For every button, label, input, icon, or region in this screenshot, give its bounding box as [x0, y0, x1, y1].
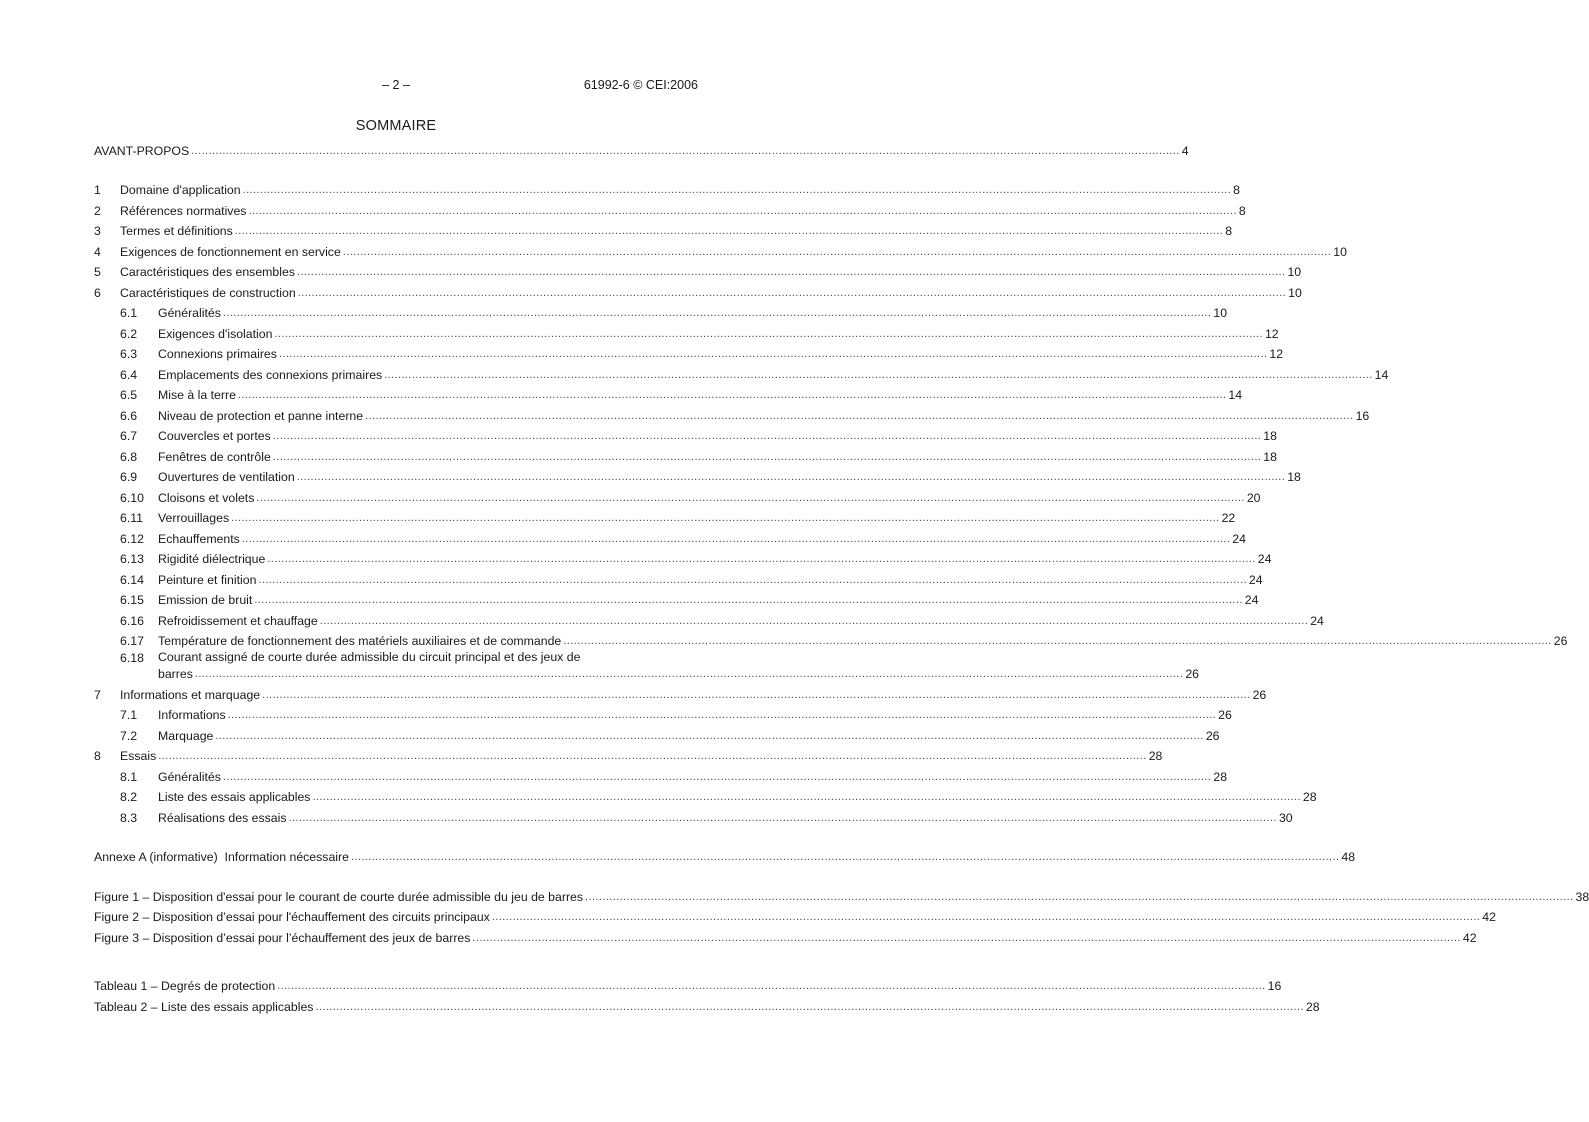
toc-label: Informations et marquage [120, 687, 261, 702]
dot-leader [215, 728, 1203, 745]
toc-number: 8.2 [120, 790, 138, 804]
toc-page: 18 [1263, 429, 1277, 443]
toc-label: Température de fonctionnement des matériels auxiliaires et de commande [158, 634, 562, 648]
toc-label: Réalisations des essais [158, 810, 287, 825]
toc-page: 42 [1462, 930, 1477, 945]
toc-label: Niveau de protection et panne interne [158, 408, 364, 423]
dot-leader [273, 428, 1261, 445]
toc-entry-7-1[interactable] [94, 704, 1232, 725]
toc-entry-6-11[interactable] [94, 507, 1236, 528]
toc-label: Liste des essais applicables [158, 790, 311, 804]
toc-page: 38 [1575, 889, 1589, 904]
toc-label: AVANT-PROPOS [94, 143, 190, 158]
toc-label: Annexe A (informative) Information nécessaire [94, 850, 349, 864]
toc-entry-6-17[interactable] [94, 630, 1568, 651]
toc-number: 6.7 [120, 429, 138, 443]
page-number: – 2 – [382, 78, 410, 92]
toc-page: 12 [1264, 326, 1279, 341]
toc-label: Marquage [158, 728, 214, 743]
toc-entry-3[interactable] [94, 220, 1233, 241]
dot-leader [248, 203, 1236, 220]
toc-label: Refroidissement et chauffage [158, 613, 318, 628]
dot-leader [315, 999, 1303, 1016]
toc-page: 24 [1244, 593, 1259, 607]
dot-leader [238, 387, 1226, 404]
dot-leader [384, 367, 1372, 384]
dot-leader [585, 889, 1573, 906]
toc-label-line2: barres [158, 667, 193, 681]
toc-label: Termes et définitions [120, 224, 233, 238]
toc-number: 6.17 [120, 634, 144, 648]
toc-label: Informations [158, 708, 226, 722]
dot-leader [297, 469, 1285, 486]
dot-leader [191, 143, 1179, 160]
toc-number: 3 [94, 224, 101, 238]
toc-page: 22 [1221, 511, 1236, 525]
toc-page: 24 [1257, 552, 1272, 566]
toc-label: Domaine d'application [120, 183, 241, 197]
toc-title: SOMMAIRE [355, 118, 437, 134]
toc-number: 8.3 [120, 810, 138, 825]
toc-page: 8 [1233, 183, 1240, 197]
toc-label: Essais [120, 749, 157, 763]
toc-label-line1: Courant assigné de courte durée admissible du circuit principal et des jeux de [158, 650, 581, 664]
toc-entry-foreword[interactable] [94, 139, 1189, 160]
toc-page: 14 [1228, 388, 1243, 402]
toc-label: Exigences d'isolation [158, 326, 273, 341]
dot-leader [235, 223, 1223, 240]
toc-label: Mise à la terre [158, 388, 236, 402]
dot-leader [279, 346, 1267, 363]
toc-entry-figure-1[interactable] [94, 885, 1589, 906]
toc-entry-table-2[interactable] [94, 995, 1320, 1016]
toc-label: Généralités [158, 769, 221, 784]
dot-leader [289, 810, 1277, 827]
toc-number: 6.12 [120, 531, 144, 546]
toc-page: 28 [1305, 999, 1320, 1014]
toc-entry-6[interactable] [94, 281, 1302, 302]
toc-page: 28 [1302, 790, 1317, 804]
toc-label-line2-row [158, 666, 1199, 683]
dot-leader [320, 613, 1308, 630]
toc-page: 4 [1181, 143, 1189, 158]
toc-number: 6.18 [120, 651, 144, 665]
toc-number: 8 [94, 749, 101, 763]
toc-label: Emission de bruit [158, 593, 253, 607]
page-header [94, 78, 698, 96]
dot-leader [256, 490, 1244, 507]
toc-number: 6.1 [120, 306, 138, 320]
toc-page: 26 [1205, 728, 1220, 743]
dot-leader [274, 326, 1262, 343]
toc-label: Couvercles et portes [158, 429, 271, 443]
dot-leader [242, 531, 1230, 548]
dot-leader [243, 182, 1231, 199]
dot-leader [298, 285, 1286, 302]
dot-leader [297, 264, 1285, 281]
toc-page: 48 [1341, 850, 1356, 864]
dot-leader [472, 930, 1460, 947]
toc-number: 6.5 [120, 388, 138, 402]
dot-leader [228, 707, 1216, 724]
toc-entry-6-1[interactable] [94, 302, 1228, 323]
toc-label: Verrouillages [158, 511, 230, 525]
toc-number: 6.6 [120, 408, 138, 423]
dot-leader [231, 510, 1219, 527]
dot-leader [223, 769, 1211, 786]
toc-page: 42 [1482, 910, 1496, 924]
toc-entry-6-16[interactable] [94, 609, 1324, 630]
toc-label-block [158, 649, 1199, 683]
toc-number: 6.16 [120, 613, 144, 628]
toc-entry-8-1[interactable] [94, 765, 1228, 786]
toc-page: 10 [1333, 244, 1347, 259]
toc-entry-annex-a[interactable] [94, 846, 1356, 867]
toc-entry-6-7[interactable] [94, 425, 1277, 446]
toc-number: 6.10 [120, 490, 144, 505]
toc-label: Emplacements des connexions primaires [158, 367, 383, 382]
toc-number: 6.8 [120, 449, 138, 464]
toc-number: 6.3 [120, 347, 138, 361]
dot-leader [158, 748, 1146, 765]
document-reference: 61992-6 © CEI:2006 [583, 78, 698, 92]
toc-page: 8 [1238, 203, 1246, 218]
toc-number: 1 [94, 183, 101, 197]
toc-entry-6-15[interactable] [94, 589, 1259, 610]
toc-number: 6.4 [120, 367, 138, 382]
toc-label: Généralités [158, 306, 221, 320]
toc-number: 6 [94, 285, 101, 300]
toc-label: Connexions primaires [158, 347, 277, 361]
toc-entry-7-2[interactable] [94, 724, 1220, 745]
toc-entry-6-10[interactable] [94, 486, 1261, 507]
toc-entry-6-13[interactable] [94, 548, 1272, 569]
toc-number: 6.15 [120, 593, 144, 607]
toc-number: 6.11 [120, 511, 144, 525]
toc-entry-figure-3[interactable] [94, 926, 1477, 947]
toc-entry-6-6[interactable] [94, 404, 1370, 425]
toc-page: 28 [1213, 769, 1228, 784]
toc-entry-6-2[interactable] [94, 322, 1279, 343]
toc-label: Tableau 2 – Liste des essais applicables [94, 999, 314, 1014]
toc-label: Références normatives [120, 203, 247, 218]
dot-leader [492, 909, 1480, 926]
toc-entry-2[interactable] [94, 199, 1246, 220]
toc-label: Tableau 1 – Degrés de protection [94, 979, 276, 993]
toc-page: 24 [1310, 613, 1324, 628]
toc-entry-4[interactable] [94, 240, 1347, 261]
toc-entry-8-2[interactable] [94, 786, 1317, 807]
toc-entry-6-3[interactable] [94, 343, 1284, 364]
toc-entry-7[interactable] [94, 683, 1267, 704]
toc-entry-6-5[interactable] [94, 384, 1243, 405]
toc-label: Peinture et finition [158, 572, 257, 587]
toc-page: 28 [1148, 749, 1163, 763]
toc-page: 20 [1246, 490, 1261, 505]
toc-number: 4 [94, 244, 101, 259]
toc-number: 7.2 [120, 728, 138, 743]
table-of-contents [94, 139, 1589, 1016]
dot-leader [343, 244, 1331, 261]
toc-label: Echauffements [158, 531, 240, 546]
toc-label: Figure 3 – Disposition d’essai pour l’échauffement des jeux de barres [94, 930, 471, 945]
toc-number: 7 [94, 687, 101, 702]
toc-number: 7.1 [120, 708, 138, 722]
dot-leader [351, 849, 1339, 866]
dot-leader [254, 592, 1242, 609]
toc-entry-1[interactable] [94, 179, 1240, 200]
toc-page: 10 [1287, 265, 1302, 279]
toc-page: 16 [1355, 408, 1370, 423]
toc-entry-6-8[interactable] [94, 445, 1277, 466]
toc-entry-6-9[interactable] [94, 466, 1301, 487]
toc-label: Ouvertures de ventilation [158, 470, 295, 484]
toc-label: Caractéristiques des ensembles [120, 265, 295, 279]
toc-page: 8 [1225, 224, 1233, 238]
dot-leader [262, 687, 1250, 704]
toc-page: 26 [1252, 687, 1267, 702]
toc-page: 26 [1553, 634, 1568, 648]
toc-label: Caractéristiques de construction [120, 285, 296, 300]
toc-page: 18 [1287, 470, 1301, 484]
toc-page: 24 [1248, 572, 1263, 587]
toc-label: Fenêtres de contrôle [158, 449, 271, 464]
toc-page: 26 [1185, 667, 1200, 681]
toc-entry-figure-2[interactable] [94, 906, 1496, 927]
toc-page: 10 [1213, 306, 1228, 320]
toc-label: Rigidité diélectrique [158, 552, 266, 566]
toc-entry-8[interactable] [94, 745, 1163, 766]
toc-entry-5[interactable] [94, 261, 1302, 282]
toc-label: Cloisons et volets [158, 490, 255, 505]
toc-page: 24 [1232, 531, 1246, 546]
toc-number: 6.14 [120, 572, 144, 587]
toc-label: Figure 1 – Disposition d'essai pour le courant de courte durée admissible du jeu de barres [94, 889, 584, 904]
dot-leader [223, 305, 1211, 322]
toc-entry-6-14[interactable] [94, 568, 1263, 589]
dot-leader [563, 633, 1551, 650]
toc-page: 18 [1263, 449, 1277, 464]
toc-entry-6-12[interactable] [94, 527, 1246, 548]
toc-label: Exigences de fonctionnement en service [120, 244, 341, 259]
toc-number: 6.9 [120, 470, 138, 484]
toc-page: 26 [1218, 708, 1232, 722]
dot-leader [195, 666, 1183, 683]
toc-entry-6-4[interactable] [94, 363, 1389, 384]
toc-page: 12 [1269, 347, 1284, 361]
toc-number: 2 [94, 203, 101, 218]
dot-leader [277, 978, 1265, 995]
toc-entry-table-1[interactable] [94, 975, 1282, 996]
toc-entry-6-18[interactable] [94, 650, 1200, 683]
toc-page: 14 [1374, 367, 1389, 382]
toc-entry-8-3[interactable] [94, 806, 1293, 827]
dot-leader [258, 572, 1246, 589]
dot-leader [267, 551, 1255, 568]
toc-page: 10 [1288, 285, 1302, 300]
toc-label: Figure 2 – Disposition d’essai pour l'échauffement des circuits principaux [94, 910, 490, 924]
dot-leader [312, 789, 1300, 806]
toc-number: 6.13 [120, 552, 144, 566]
toc-page: 16 [1267, 979, 1282, 993]
toc-number: 8.1 [120, 769, 138, 784]
dot-leader [273, 449, 1261, 466]
toc-number: 5 [94, 265, 101, 279]
toc-page: 30 [1278, 810, 1293, 825]
toc-number: 6.2 [120, 326, 138, 341]
dot-leader [365, 408, 1353, 425]
